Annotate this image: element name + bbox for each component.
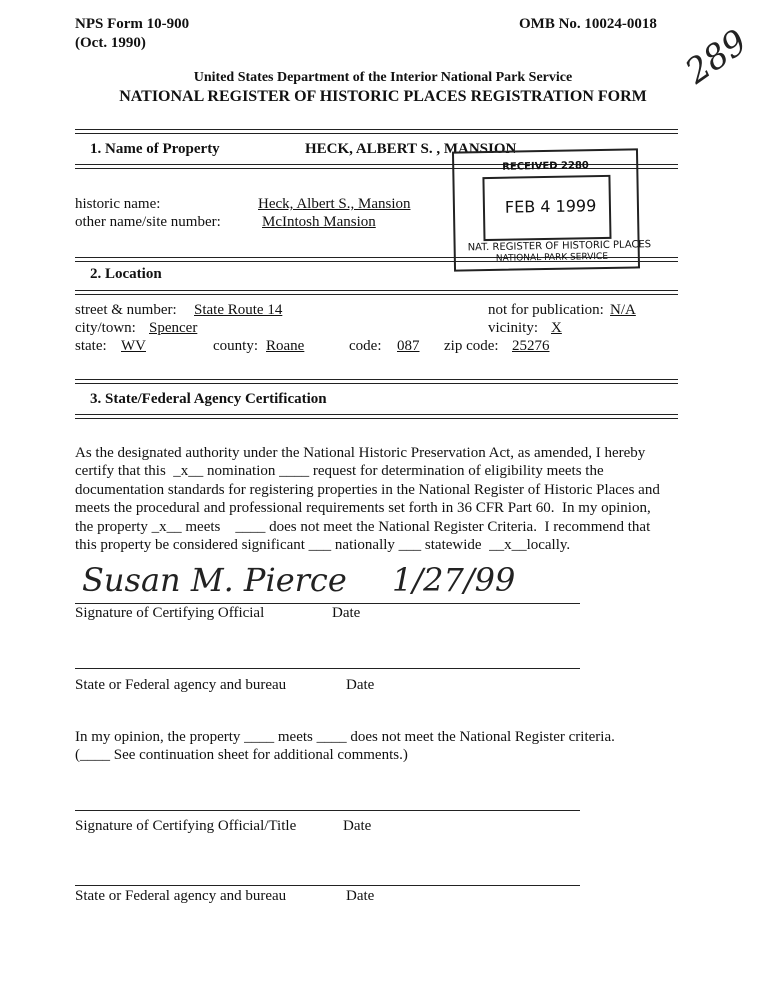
street-label: street & number: xyxy=(75,302,177,318)
signature-label: Signature of Certifying Official xyxy=(75,605,265,621)
opinion-line1: In my opinion, the property ____ meets ____ does not meet the National Register criteria. xyxy=(75,729,615,745)
city-value: Spencer xyxy=(149,320,198,336)
date-label: Date xyxy=(332,605,361,621)
paragraph-line: the property _x__ meets ____ does not meet the National Register Criteria. I recommend that xyxy=(75,518,651,535)
stamp-line2: NATIONAL PARK SERVICE xyxy=(495,251,609,264)
paragraph-line: meets the procedural and professional requirements set forth in 36 CFR Part 60. In my opinion, xyxy=(75,500,651,517)
nfp-label: not for publication: xyxy=(488,302,604,318)
vicinity-value: X xyxy=(551,320,562,336)
paragraph-line: this property be considered significant ___ nationally ___ statewide __x__locally. xyxy=(75,536,571,553)
stamp-received: RECEIVED 2280 xyxy=(502,160,589,173)
divider xyxy=(75,129,678,134)
paragraph-line: certify that this _x__ nomination ____ request for determination of eligibility meets the xyxy=(75,463,604,480)
other-name-value: McIntosh Mansion xyxy=(262,214,376,230)
agency-label: State or Federal agency and bureau xyxy=(75,677,287,693)
historic-name-label: historic name: xyxy=(75,196,161,212)
certification-paragraph xyxy=(75,444,660,554)
divider xyxy=(75,379,678,384)
county-value: Roane xyxy=(266,338,305,354)
stamp-date: FEB 4 1999 xyxy=(504,196,597,217)
other-name-label: other name/site number: xyxy=(75,214,221,230)
state-label: state: xyxy=(75,338,107,354)
agency-line xyxy=(75,668,580,669)
city-label: city/town: xyxy=(75,320,136,336)
agency-label: State or Federal agency and bureau xyxy=(75,888,287,904)
signature-title-line xyxy=(75,810,580,811)
county-label: county: xyxy=(213,338,258,354)
zip-value: 25276 xyxy=(512,338,550,354)
date-label: Date xyxy=(346,888,375,904)
omb-number: OMB No. 10024-0018 xyxy=(519,16,657,32)
signature-handwritten: Susan M. Pierce xyxy=(82,561,347,599)
agency-title: United States Department of the Interior National Park Service xyxy=(193,70,573,85)
date-label: Date xyxy=(343,818,372,834)
code-value: 087 xyxy=(397,338,420,354)
vicinity-label: vicinity: xyxy=(488,320,538,336)
form-number: NPS Form 10-900 xyxy=(75,16,190,32)
divider xyxy=(75,414,678,419)
date-label: Date xyxy=(346,677,375,693)
agency-line xyxy=(75,885,580,886)
signature-date-handwritten: 1/27/99 xyxy=(392,561,516,599)
stamp-line1: NAT. REGISTER OF HISTORIC PLACES xyxy=(467,239,652,254)
received-stamp xyxy=(452,148,652,271)
code-label: code: xyxy=(349,338,382,354)
signature-title-label: Signature of Certifying Official/Title xyxy=(75,818,297,834)
section1-heading: 1. Name of Property xyxy=(90,141,220,157)
form-date: (Oct. 1990) xyxy=(75,35,146,51)
property-name: HECK, ALBERT S. , MANSION xyxy=(305,141,517,157)
paragraph-line: documentation standards for registering properties in the National Register of Historic Places and xyxy=(75,481,660,498)
opinion-line2: (____ See continuation sheet for additional comments.) xyxy=(75,747,408,763)
section3-heading: 3. State/Federal Agency Certification xyxy=(90,391,327,407)
nfp-value: N/A xyxy=(610,302,636,318)
street-value: State Route 14 xyxy=(194,302,283,318)
signature-line xyxy=(75,603,580,604)
paragraph-line: As the designated authority under the National Historic Preservation Act, as amended, I hereby xyxy=(75,445,646,461)
divider xyxy=(75,290,678,295)
historic-name-value: Heck, Albert S., Mansion xyxy=(258,196,411,212)
zip-label: zip code: xyxy=(444,338,499,354)
handwritten-number: 289 xyxy=(678,22,755,92)
form-title: NATIONAL REGISTER OF HISTORIC PLACES REGISTRATION FORM xyxy=(119,88,647,105)
state-value: WV xyxy=(121,338,146,354)
section2-heading: 2. Location xyxy=(90,266,162,282)
